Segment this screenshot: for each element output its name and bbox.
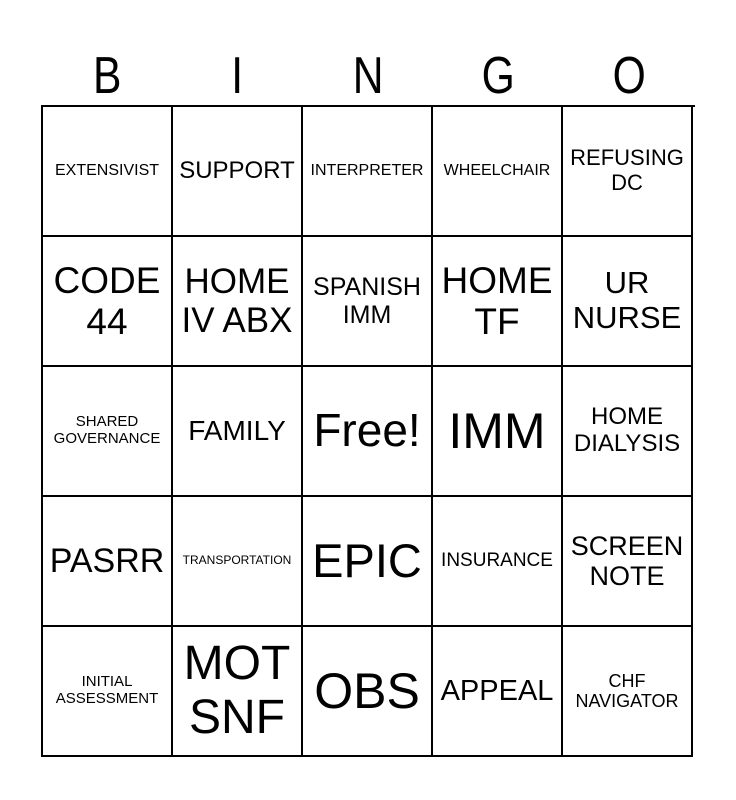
bingo-title-letter-g: G (481, 47, 515, 105)
free-space-cell[interactable]: Free! (303, 367, 433, 497)
bingo-cell[interactable]: EXTENSIVIST (43, 107, 173, 237)
bingo-title-letter-i: I (231, 47, 244, 105)
bingo-title (42, 0, 694, 105)
bingo-cell[interactable]: SPANISH IMM (303, 237, 433, 367)
bingo-cell[interactable]: UR NURSE (563, 237, 693, 367)
bingo-card (41, 105, 695, 757)
bingo-title-letter-n: N (352, 47, 384, 105)
bingo-cell[interactable]: INTERPRETER (303, 107, 433, 237)
bingo-cell[interactable]: APPEAL (433, 627, 563, 757)
bingo-cell[interactable]: HOME TF (433, 237, 563, 367)
bingo-cell[interactable]: INITIAL ASSESSMENT (43, 627, 173, 757)
bingo-cell[interactable]: CODE 44 (43, 237, 173, 367)
bingo-cell[interactable]: EPIC (303, 497, 433, 627)
bingo-cell[interactable]: TRANSPORTATION (173, 497, 303, 627)
bingo-cell[interactable]: WHEELCHAIR (433, 107, 563, 237)
bingo-cell[interactable]: MOT SNF (173, 627, 303, 757)
bingo-cell[interactable]: SUPPORT (173, 107, 303, 237)
bingo-cell[interactable]: HOME DIALYSIS (563, 367, 693, 497)
bingo-title-letter-o: O (612, 47, 646, 105)
bingo-cell[interactable]: HOME IV ABX (173, 237, 303, 367)
bingo-cell[interactable]: SHARED GOVERNANCE (43, 367, 173, 497)
bingo-cell[interactable]: OBS (303, 627, 433, 757)
bingo-title-letter-b: B (92, 47, 122, 105)
bingo-cell[interactable]: PASRR (43, 497, 173, 627)
bingo-cell[interactable]: CHF NAVIGATOR (563, 627, 693, 757)
bingo-cell[interactable]: FAMILY (173, 367, 303, 497)
bingo-cell[interactable]: IMM (433, 367, 563, 497)
bingo-cell[interactable]: SCREEN NOTE (563, 497, 693, 627)
bingo-cell[interactable]: REFUSING DC (563, 107, 693, 237)
bingo-cell[interactable]: INSURANCE (433, 497, 563, 627)
